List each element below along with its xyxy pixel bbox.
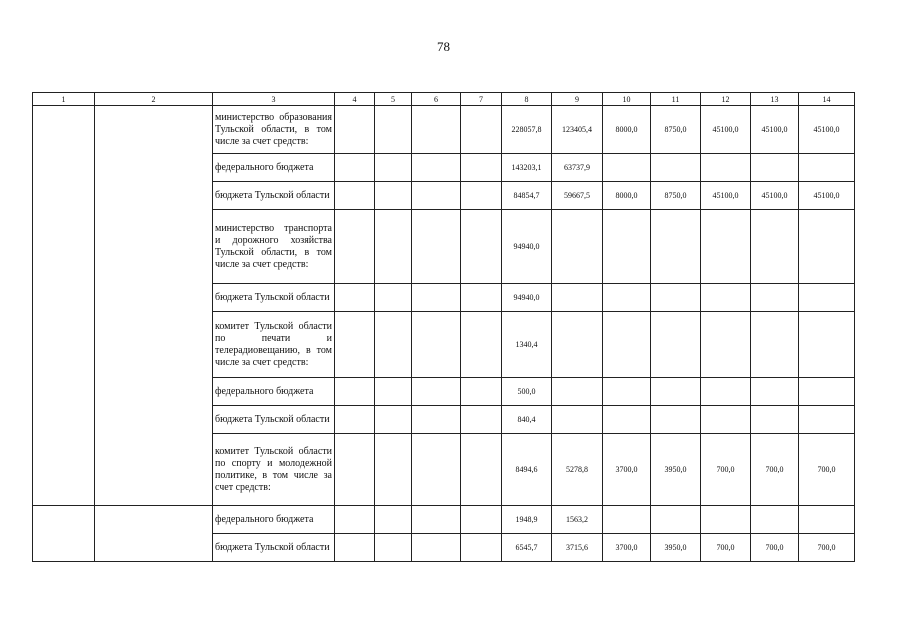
empty-cell xyxy=(412,210,461,284)
empty-cell xyxy=(461,378,502,406)
row-description: бюджета Тульской области xyxy=(213,406,335,434)
value-cell xyxy=(603,284,651,312)
empty-cell xyxy=(412,534,461,562)
value-cell: 700,0 xyxy=(701,534,751,562)
empty-cell xyxy=(412,106,461,154)
value-cell xyxy=(751,506,799,534)
value-cell: 45100,0 xyxy=(799,106,855,154)
column-header: 6 xyxy=(412,93,461,106)
value-cell: 8000,0 xyxy=(603,106,651,154)
empty-cell xyxy=(335,210,375,284)
value-cell: 3700,0 xyxy=(603,434,651,506)
value-cell: 3700,0 xyxy=(603,534,651,562)
empty-cell xyxy=(461,106,502,154)
value-cell: 84854,7 xyxy=(502,182,552,210)
value-cell xyxy=(799,210,855,284)
empty-cell xyxy=(412,406,461,434)
column-header: 5 xyxy=(375,93,412,106)
empty-cell xyxy=(375,378,412,406)
value-cell: 8750,0 xyxy=(651,182,701,210)
empty-cell xyxy=(461,506,502,534)
value-cell: 45100,0 xyxy=(799,182,855,210)
value-cell: 700,0 xyxy=(751,434,799,506)
empty-cell xyxy=(335,534,375,562)
value-cell: 700,0 xyxy=(701,434,751,506)
value-cell: 3950,0 xyxy=(651,434,701,506)
row-description: комитет Тульской области по спорту и молодежной политике, в том числе за счет средств: xyxy=(213,434,335,506)
value-cell xyxy=(799,284,855,312)
value-cell: 6545,7 xyxy=(502,534,552,562)
empty-cell xyxy=(375,284,412,312)
column-header: 10 xyxy=(603,93,651,106)
value-cell: 59667,5 xyxy=(552,182,603,210)
value-cell: 840,4 xyxy=(502,406,552,434)
value-cell: 63737,9 xyxy=(552,154,603,182)
value-cell xyxy=(651,506,701,534)
value-cell xyxy=(701,154,751,182)
empty-cell xyxy=(375,106,412,154)
value-cell xyxy=(701,406,751,434)
value-cell: 700,0 xyxy=(799,434,855,506)
value-cell xyxy=(552,284,603,312)
row-description: федерального бюджета xyxy=(213,154,335,182)
empty-cell xyxy=(335,154,375,182)
value-cell xyxy=(651,312,701,378)
value-cell: 3950,0 xyxy=(651,534,701,562)
column-header: 13 xyxy=(751,93,799,106)
value-cell xyxy=(603,210,651,284)
value-cell xyxy=(603,506,651,534)
value-cell xyxy=(751,378,799,406)
column-header: 9 xyxy=(552,93,603,106)
value-cell: 123405,4 xyxy=(552,106,603,154)
empty-cell xyxy=(461,284,502,312)
table-header-row xyxy=(33,93,855,106)
value-cell xyxy=(799,506,855,534)
value-cell xyxy=(751,284,799,312)
value-cell xyxy=(603,154,651,182)
empty-cell xyxy=(461,534,502,562)
column-header: 7 xyxy=(461,93,502,106)
merged-cell-col2 xyxy=(95,106,213,506)
row-description: бюджета Тульской области xyxy=(213,534,335,562)
value-cell xyxy=(751,312,799,378)
column-header: 4 xyxy=(335,93,375,106)
value-cell xyxy=(651,154,701,182)
value-cell xyxy=(799,378,855,406)
page-number: 78 xyxy=(437,39,450,54)
value-cell: 700,0 xyxy=(799,534,855,562)
value-cell: 1340,4 xyxy=(502,312,552,378)
value-cell xyxy=(751,406,799,434)
column-header: 11 xyxy=(651,93,701,106)
value-cell xyxy=(701,312,751,378)
value-cell: 700,0 xyxy=(751,534,799,562)
column-header: 12 xyxy=(701,93,751,106)
value-cell xyxy=(751,154,799,182)
value-cell xyxy=(552,312,603,378)
value-cell xyxy=(603,406,651,434)
empty-cell xyxy=(335,312,375,378)
column-header: 1 xyxy=(33,93,95,106)
merged-cell-col1 xyxy=(33,506,95,562)
value-cell: 1563,2 xyxy=(552,506,603,534)
value-cell xyxy=(799,154,855,182)
value-cell xyxy=(651,210,701,284)
table-row xyxy=(33,506,855,534)
value-cell: 45100,0 xyxy=(701,182,751,210)
empty-cell xyxy=(335,284,375,312)
value-cell xyxy=(552,406,603,434)
empty-cell xyxy=(412,434,461,506)
value-cell xyxy=(603,312,651,378)
value-cell: 500,0 xyxy=(502,378,552,406)
value-cell xyxy=(552,210,603,284)
column-header: 14 xyxy=(799,93,855,106)
value-cell: 94940,0 xyxy=(502,284,552,312)
empty-cell xyxy=(335,182,375,210)
empty-cell xyxy=(461,312,502,378)
empty-cell xyxy=(461,210,502,284)
empty-cell xyxy=(461,406,502,434)
empty-cell xyxy=(375,434,412,506)
empty-cell xyxy=(461,182,502,210)
value-cell xyxy=(701,378,751,406)
empty-cell xyxy=(412,378,461,406)
merged-cell-col1 xyxy=(33,106,95,506)
row-description: бюджета Тульской области xyxy=(213,284,335,312)
value-cell xyxy=(799,406,855,434)
empty-cell xyxy=(412,182,461,210)
empty-cell xyxy=(335,506,375,534)
empty-cell xyxy=(335,378,375,406)
row-description: министерство образования Тульской области, в том числе за счет средств: xyxy=(213,106,335,154)
value-cell xyxy=(799,312,855,378)
row-description: бюджета Тульской области xyxy=(213,182,335,210)
row-description: министерство транспорта и дорожного хозяйства Тульской области, в том числе за счет средств: xyxy=(213,210,335,284)
value-cell xyxy=(701,284,751,312)
row-description: федерального бюджета xyxy=(213,378,335,406)
empty-cell xyxy=(412,312,461,378)
empty-cell xyxy=(461,154,502,182)
value-cell: 94940,0 xyxy=(502,210,552,284)
table-row xyxy=(33,106,855,154)
value-cell: 5278,8 xyxy=(552,434,603,506)
value-cell: 45100,0 xyxy=(701,106,751,154)
empty-cell xyxy=(375,210,412,284)
value-cell xyxy=(651,378,701,406)
empty-cell xyxy=(335,434,375,506)
value-cell xyxy=(552,378,603,406)
merged-cell-col2 xyxy=(95,506,213,562)
column-header: 8 xyxy=(502,93,552,106)
value-cell: 45100,0 xyxy=(751,182,799,210)
empty-cell xyxy=(375,154,412,182)
empty-cell xyxy=(412,506,461,534)
value-cell: 45100,0 xyxy=(751,106,799,154)
empty-cell xyxy=(412,154,461,182)
empty-cell xyxy=(375,312,412,378)
empty-cell xyxy=(335,406,375,434)
empty-cell xyxy=(461,434,502,506)
value-cell: 8000,0 xyxy=(603,182,651,210)
empty-cell xyxy=(335,106,375,154)
column-header: 2 xyxy=(95,93,213,106)
empty-cell xyxy=(375,406,412,434)
value-cell: 8750,0 xyxy=(651,106,701,154)
empty-cell xyxy=(375,534,412,562)
empty-cell xyxy=(412,284,461,312)
row-description: комитет Тульской области по печати и телерадиовещанию, в том числе за счет средств: xyxy=(213,312,335,378)
value-cell: 228057,8 xyxy=(502,106,552,154)
budget-table xyxy=(32,92,855,562)
value-cell xyxy=(701,210,751,284)
empty-cell xyxy=(375,506,412,534)
value-cell: 143203,1 xyxy=(502,154,552,182)
value-cell: 3715,6 xyxy=(552,534,603,562)
value-cell: 8494,6 xyxy=(502,434,552,506)
value-cell xyxy=(651,406,701,434)
value-cell xyxy=(603,378,651,406)
row-description: федерального бюджета xyxy=(213,506,335,534)
column-header: 3 xyxy=(213,93,335,106)
value-cell: 1948,9 xyxy=(502,506,552,534)
value-cell xyxy=(751,210,799,284)
value-cell xyxy=(701,506,751,534)
value-cell xyxy=(651,284,701,312)
empty-cell xyxy=(375,182,412,210)
